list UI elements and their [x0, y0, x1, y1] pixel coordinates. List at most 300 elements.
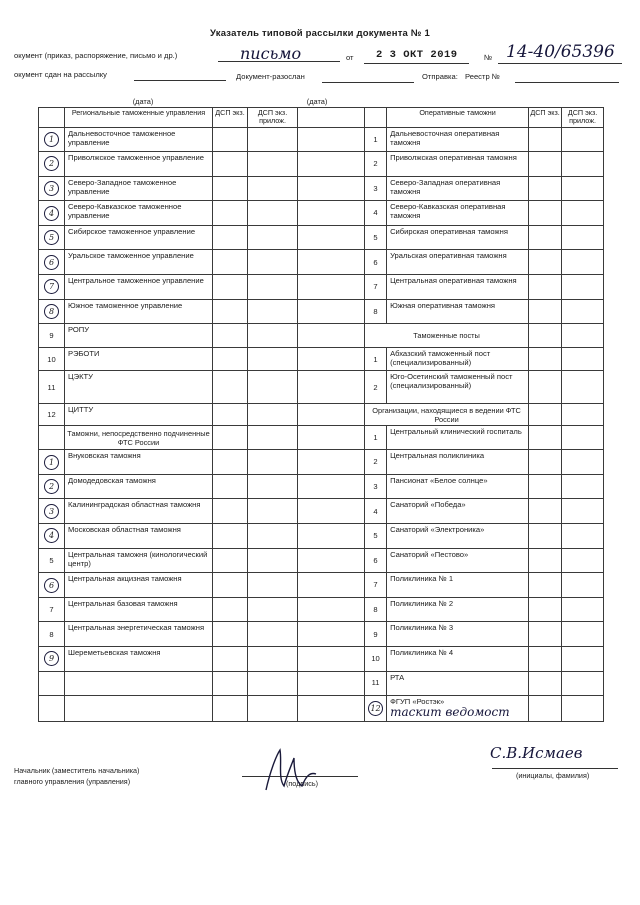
left-num-value: 2 — [44, 479, 59, 494]
gap-cell — [298, 450, 365, 475]
right-name: Дальневосточная оперативная таможня — [387, 127, 529, 152]
left-name: Центральная базовая таможня — [65, 597, 213, 622]
left-name: РЭБОТИ — [65, 348, 213, 371]
right-name: Северо-Кавказская оперативная таможня — [387, 201, 529, 226]
right-num — [365, 201, 387, 226]
right-name: Поликлиника № 2 — [387, 597, 529, 622]
left-num — [39, 299, 65, 324]
right-num-value: 8 — [373, 306, 378, 316]
right-num-value: 2 — [373, 382, 378, 392]
table-row — [39, 348, 604, 371]
left-dsp-pril — [248, 176, 298, 201]
right-num-value: 9 — [373, 629, 378, 639]
left-name: Центральная таможня (кинологический центр) — [65, 548, 213, 573]
right-name: Поликлиника № 4 — [387, 647, 529, 672]
left-num — [39, 548, 65, 573]
head-num-left — [39, 107, 65, 127]
gap-cell — [298, 176, 365, 201]
left-dsp-ekz — [213, 548, 248, 573]
left-dsp-pril — [248, 348, 298, 371]
left-num-value: 5 — [44, 230, 59, 245]
left-num — [39, 250, 65, 275]
head-regional: Региональные таможенные управления — [65, 107, 213, 127]
table-row — [39, 324, 604, 348]
left-dsp-pril — [248, 324, 298, 348]
head-num-right — [365, 107, 387, 127]
left-name: Центральная энергетическая таможня — [65, 622, 213, 647]
left-dsp-ekz — [213, 152, 248, 177]
gap-cell — [298, 573, 365, 598]
number-underline — [498, 63, 622, 64]
head-operative: Оперативные таможни — [387, 107, 529, 127]
right-dsp-ekz — [529, 225, 562, 250]
left-num-value: 6 — [44, 255, 59, 270]
left-num-value: 8 — [44, 304, 59, 319]
handed-underline — [134, 80, 226, 81]
right-dsp-pril — [562, 201, 604, 226]
number-handwritten: 14-40/65396 — [506, 42, 615, 62]
right-dsp-ekz — [529, 348, 562, 371]
date-underline — [364, 63, 469, 64]
table-row — [39, 299, 604, 324]
right-num-value: 2 — [373, 159, 378, 169]
right-dsp-pril — [562, 371, 604, 404]
right-num — [365, 275, 387, 300]
left-num-value: 3 — [44, 504, 59, 519]
right-num — [365, 524, 387, 549]
left-name: Центральное таможенное управление — [65, 275, 213, 300]
sent-underline — [322, 82, 414, 83]
left-name: Северо-Кавказское таможенное управление — [65, 201, 213, 226]
right-num-value: 11 — [371, 678, 380, 688]
left-name: Сибирское таможенное управление — [65, 225, 213, 250]
right-name: Центральная поликлиника — [387, 450, 529, 475]
left-num — [39, 348, 65, 371]
right-num-value: 4 — [373, 208, 378, 218]
table-row — [39, 622, 604, 647]
left-dsp-pril — [248, 299, 298, 324]
left-dsp-pril — [248, 250, 298, 275]
gap-cell — [298, 225, 365, 250]
right-dsp-pril — [562, 176, 604, 201]
right-name: Сибирская оперативная таможня — [387, 225, 529, 250]
right-num-value: 10 — [371, 654, 380, 664]
right-num — [365, 450, 387, 475]
right-dsp-ekz — [529, 404, 562, 426]
gap-cell — [298, 548, 365, 573]
right-num-value: 6 — [373, 555, 378, 565]
right-dsp-ekz — [529, 622, 562, 647]
left-num — [39, 324, 65, 348]
left-num — [39, 404, 65, 426]
left-dsp-ekz — [213, 250, 248, 275]
right-name: Поликлиника № 3 — [387, 622, 529, 647]
right-num — [365, 622, 387, 647]
number-label: № — [484, 53, 493, 62]
right-dsp-ekz — [529, 647, 562, 672]
left-dsp-pril — [248, 499, 298, 524]
right-dsp-ekz — [529, 152, 562, 177]
left-num-value: 10 — [47, 354, 56, 364]
right-dsp-pril — [562, 275, 604, 300]
left-num — [39, 176, 65, 201]
handed-label: окумент сдан на рассылку — [14, 70, 107, 79]
right-num-value: 7 — [373, 282, 378, 292]
left-name: Калининградская областная таможня — [65, 499, 213, 524]
distribution-table — [38, 96, 604, 722]
right-name: Абхазский таможенный пост (специализированный) — [387, 348, 529, 371]
left-name: Шереметьевская таможня — [65, 647, 213, 672]
right-num — [365, 371, 387, 404]
right-dsp-pril — [562, 548, 604, 573]
left-num — [39, 573, 65, 598]
right-dsp-pril — [562, 152, 604, 177]
right-dsp-ekz — [529, 474, 562, 499]
gap-cell — [298, 152, 365, 177]
table-row — [39, 450, 604, 475]
left-num-value: 8 — [49, 629, 54, 639]
left-num-value: 7 — [49, 605, 54, 614]
gap-cell — [298, 499, 365, 524]
right-dsp-ekz — [529, 548, 562, 573]
right-name: Санаторий «Победа» — [387, 499, 529, 524]
table-row — [39, 671, 604, 695]
table-row — [39, 499, 604, 524]
table-row — [39, 152, 604, 177]
register-underline — [515, 82, 619, 83]
fgup-handwritten-note: таскит ведомост — [390, 704, 510, 719]
gap-cell — [298, 474, 365, 499]
date-caption-left: (дата) — [39, 96, 248, 107]
left-dsp-ekz — [213, 176, 248, 201]
left-dsp-pril — [248, 524, 298, 549]
table-row — [39, 275, 604, 300]
left-dsp-ekz — [213, 671, 248, 695]
left-dsp-ekz — [213, 622, 248, 647]
left-num — [39, 622, 65, 647]
right-dsp-pril — [562, 127, 604, 152]
left-dsp-pril — [248, 695, 298, 721]
left-dsp-ekz — [213, 127, 248, 152]
date-caption-right: (дата) — [248, 96, 387, 107]
right-dsp-ekz — [529, 524, 562, 549]
left-name: Московская областная таможня — [65, 524, 213, 549]
signature-label: (подпись) — [286, 779, 318, 788]
table-row — [39, 573, 604, 598]
right-num — [365, 695, 387, 721]
right-num-value: 4 — [373, 506, 378, 516]
right-dsp-ekz — [529, 275, 562, 300]
right-dsp-pril — [562, 426, 604, 450]
right-dsp-pril — [562, 225, 604, 250]
left-num-value: 1 — [44, 132, 59, 147]
right-name: Санаторий «Электроника» — [387, 524, 529, 549]
right-num — [365, 348, 387, 371]
right-num — [365, 671, 387, 695]
gap-cell — [298, 597, 365, 622]
left-num-value: 5 — [49, 555, 54, 565]
left-num-value: 2 — [44, 156, 59, 171]
left-name: Южное таможенное управление — [65, 299, 213, 324]
right-num — [365, 299, 387, 324]
sent-label: Документ-разослан — [236, 72, 305, 81]
gap-cell — [298, 524, 365, 549]
date-stamp: 2 3 ОКТ 2019 — [376, 49, 458, 61]
head-dsp-ekz-right: ДСП экз. — [529, 107, 562, 127]
left-num-value: 9 — [44, 651, 59, 666]
left-num-value: 1 — [44, 455, 59, 470]
table-row — [39, 524, 604, 549]
head-dsp-pril-right: ДСП экз. прилож. — [562, 107, 604, 127]
left-num — [39, 695, 65, 721]
left-dsp-pril — [248, 548, 298, 573]
gap-cell — [298, 695, 365, 721]
left-dsp-ekz — [213, 404, 248, 426]
right-num-value: 1 — [373, 134, 378, 144]
gap-cell — [298, 299, 365, 324]
left-dsp-ekz — [213, 474, 248, 499]
left-name — [65, 671, 213, 695]
left-num — [39, 474, 65, 499]
gap-cell — [298, 250, 365, 275]
left-dsp-ekz — [213, 597, 248, 622]
gap-cell — [298, 127, 365, 152]
table-row — [39, 426, 604, 450]
left-dsp-ekz — [213, 695, 248, 721]
left-dsp-ekz — [213, 324, 248, 348]
right-dsp-ekz — [529, 324, 562, 348]
chief-line-1: Начальник (заместитель начальника) — [14, 766, 140, 775]
left-name: Центральная акцизная таможня — [65, 573, 213, 598]
left-dsp-pril — [248, 404, 298, 426]
gap-cell — [298, 324, 365, 348]
section-org: Организации, находящиеся в ведении ФТС России — [365, 404, 529, 426]
page-title: Указатель типовой рассылки документа № 1 — [210, 28, 430, 39]
left-dsp-ekz — [213, 348, 248, 371]
right-dsp-ekz — [529, 450, 562, 475]
table-row — [39, 176, 604, 201]
right-dsp-ekz — [529, 299, 562, 324]
gap-cell — [298, 348, 365, 371]
left-dsp-pril — [248, 201, 298, 226]
left-num — [39, 426, 65, 450]
right-name: Санаторий «Пестово» — [387, 548, 529, 573]
left-name: Уральское таможенное управление — [65, 250, 213, 275]
right-num — [365, 176, 387, 201]
left-dsp-ekz — [213, 647, 248, 672]
dispatch-label: Отправка: — [422, 72, 458, 81]
right-dsp-pril — [562, 647, 604, 672]
left-num-value: 9 — [49, 331, 54, 341]
right-dsp-ekz — [529, 127, 562, 152]
left-name: Домодедовская таможня — [65, 474, 213, 499]
left-dsp-ekz — [213, 573, 248, 598]
right-dsp-pril — [562, 695, 604, 721]
from-label: от — [346, 53, 354, 62]
right-dsp-pril — [562, 299, 604, 324]
right-num — [365, 597, 387, 622]
right-num — [365, 225, 387, 250]
right-name: Юго-Осетинский таможенный пост (специализированный) — [387, 371, 529, 404]
document-type-handwritten: письмо — [240, 44, 302, 63]
head-gap — [298, 107, 365, 127]
right-dsp-ekz — [529, 499, 562, 524]
left-name: РОПУ — [65, 324, 213, 348]
table-row — [39, 250, 604, 275]
left-dsp-pril — [248, 622, 298, 647]
left-name: Приволжское таможенное управление — [65, 152, 213, 177]
right-name: Северо-Западная оперативная таможня — [387, 176, 529, 201]
right-dsp-pril — [562, 671, 604, 695]
gap-cell — [298, 201, 365, 226]
gap-cell — [298, 647, 365, 672]
right-dsp-ekz — [529, 176, 562, 201]
right-dsp-ekz — [529, 573, 562, 598]
left-num — [39, 152, 65, 177]
right-dsp-ekz — [529, 201, 562, 226]
right-dsp-ekz — [529, 371, 562, 404]
gap-cell — [298, 622, 365, 647]
left-dsp-pril — [248, 671, 298, 695]
left-num-value: 7 — [44, 279, 59, 294]
right-num-value: 3 — [373, 482, 378, 492]
table-row — [39, 647, 604, 672]
head-dsp-pril-left: ДСП экз. прилож. — [248, 107, 298, 127]
document-type-label: окумент (приказ, распоряжение, письмо и др.) — [14, 51, 178, 60]
right-num-value: 2 — [373, 457, 378, 467]
right-dsp-pril — [562, 573, 604, 598]
right-dsp-pril — [562, 597, 604, 622]
right-num-value: 5 — [373, 531, 378, 541]
left-dsp-ekz — [213, 371, 248, 404]
left-num-value: 4 — [44, 206, 59, 221]
left-dsp-pril — [248, 647, 298, 672]
table-row — [39, 371, 604, 404]
right-num — [365, 647, 387, 672]
left-num-value: 11 — [47, 382, 56, 392]
right-name: Пансионат «Белое солнце» — [387, 474, 529, 499]
left-num — [39, 275, 65, 300]
left-num — [39, 225, 65, 250]
right-dsp-pril — [562, 250, 604, 275]
left-num-value: 3 — [44, 181, 59, 196]
right-num — [365, 573, 387, 598]
left-dsp-pril — [248, 275, 298, 300]
head-dsp-ekz-left: ДСП экз. — [213, 107, 248, 127]
table-row — [39, 474, 604, 499]
right-dsp-pril — [562, 404, 604, 426]
right-num — [365, 152, 387, 177]
table-row — [39, 404, 604, 426]
left-num — [39, 597, 65, 622]
left-num — [39, 201, 65, 226]
left-num-value: 6 — [44, 578, 59, 593]
right-dsp-pril — [562, 474, 604, 499]
left-name: ЦИТТУ — [65, 404, 213, 426]
right-num-value: 12 — [368, 701, 383, 716]
left-dsp-ekz — [213, 201, 248, 226]
register-label: Реестр № — [465, 72, 500, 81]
table-row — [39, 695, 604, 721]
left-dsp-ekz — [213, 299, 248, 324]
initials-label: (инициалы, фамилия) — [516, 771, 590, 780]
left-dsp-pril — [248, 225, 298, 250]
right-num-value: 8 — [373, 605, 378, 614]
right-num — [365, 127, 387, 152]
right-dsp-pril — [562, 524, 604, 549]
left-num — [39, 647, 65, 672]
right-dsp-pril — [562, 622, 604, 647]
table-row — [39, 201, 604, 226]
gap-cell — [298, 426, 365, 450]
right-dsp-pril — [562, 348, 604, 371]
left-num — [39, 524, 65, 549]
table-row — [39, 127, 604, 152]
left-dsp-ekz — [213, 426, 248, 450]
right-dsp-ekz — [529, 671, 562, 695]
left-dsp-ekz — [213, 275, 248, 300]
table-row — [39, 225, 604, 250]
right-num-value: 1 — [373, 433, 378, 443]
right-name: Приволжская оперативная таможня — [387, 152, 529, 177]
fgup-name: ФГУП «Ростэк» — [390, 696, 445, 706]
right-num — [365, 548, 387, 573]
gap-cell — [298, 404, 365, 426]
right-num-value: 7 — [373, 580, 378, 590]
left-num — [39, 671, 65, 695]
left-dsp-pril — [248, 450, 298, 475]
right-num-value: 6 — [373, 257, 378, 267]
right-name: Уральская оперативная таможня — [387, 250, 529, 275]
right-name: Южная оперативная таможня — [387, 299, 529, 324]
right-name — [387, 695, 529, 721]
left-num-value: 12 — [47, 410, 56, 420]
left-name — [65, 695, 213, 721]
left-name: Дальневосточное таможенное управление — [65, 127, 213, 152]
left-name: Внуковская таможня — [65, 450, 213, 475]
table-row — [39, 597, 604, 622]
right-num — [365, 250, 387, 275]
right-name: Поликлиника № 1 — [387, 573, 529, 598]
initials-underline — [492, 768, 618, 769]
left-num — [39, 450, 65, 475]
left-dsp-ekz — [213, 450, 248, 475]
section-left2: Таможни, непосредственно подчиненные ФТС России — [65, 426, 213, 450]
initials-handwritten: С.В.Исмаев — [490, 744, 583, 762]
left-num — [39, 371, 65, 404]
left-dsp-pril — [248, 127, 298, 152]
right-num — [365, 474, 387, 499]
chief-line-2: главного управления (управления) — [14, 777, 131, 786]
handwritten-signature — [258, 742, 318, 802]
right-num-value: 1 — [373, 354, 378, 364]
right-num — [365, 499, 387, 524]
gap-cell — [298, 275, 365, 300]
table-row — [39, 548, 604, 573]
left-num — [39, 127, 65, 152]
left-dsp-ekz — [213, 225, 248, 250]
left-dsp-pril — [248, 426, 298, 450]
right-num — [365, 426, 387, 450]
gap-cell — [298, 671, 365, 695]
right-dsp-ekz — [529, 597, 562, 622]
left-dsp-pril — [248, 371, 298, 404]
section-posts: Таможенные посты — [365, 324, 529, 348]
left-dsp-pril — [248, 597, 298, 622]
left-num — [39, 499, 65, 524]
right-dsp-pril — [562, 499, 604, 524]
left-num-value: 4 — [44, 528, 59, 543]
